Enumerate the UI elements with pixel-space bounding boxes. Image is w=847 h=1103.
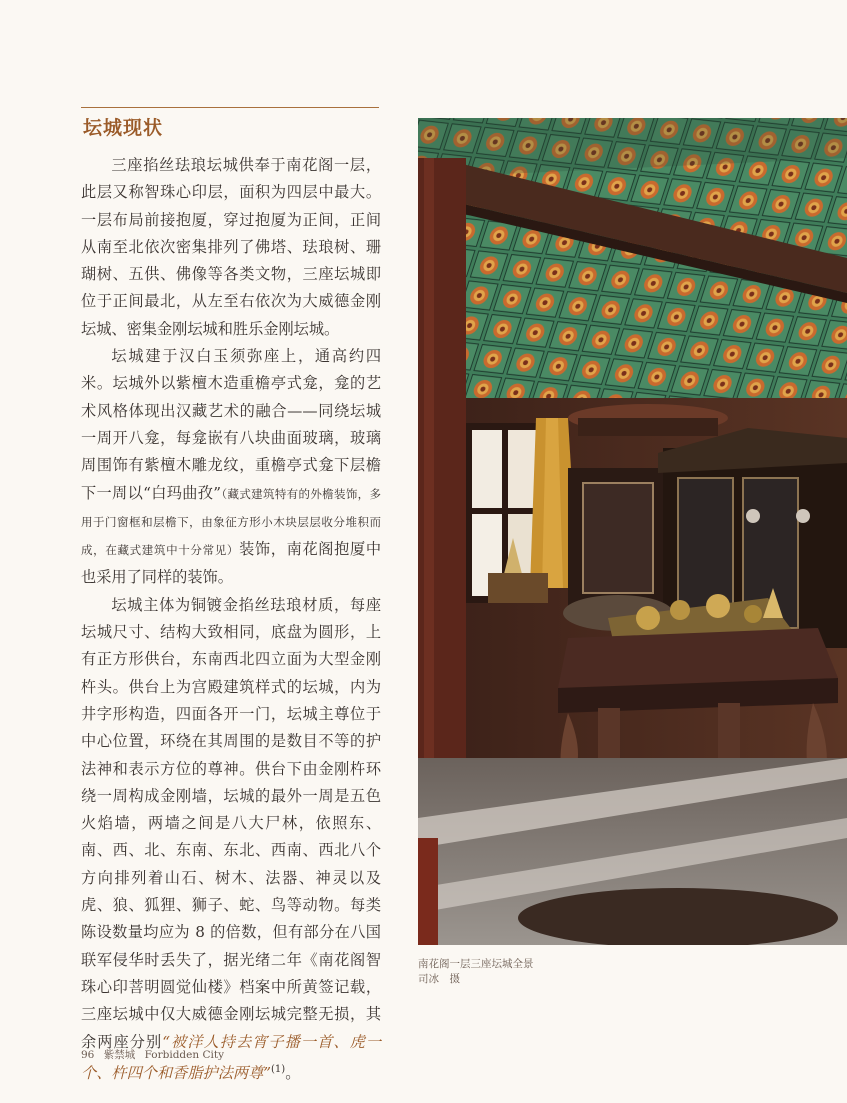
footnote-ref: (1) — [271, 1063, 286, 1075]
section-title: 坛城现状 — [83, 117, 164, 139]
photo-caption-title: 南花阁一层三座坛城全景 — [418, 958, 534, 970]
photo-caption-credit: 司冰 摄 — [418, 973, 460, 985]
section-rule — [81, 107, 379, 108]
paragraph-3-text: 坛城主体为铜镀金掐丝珐琅材质，每座坛城尺寸、结构大致相同，底盘为圆形，上有正方形供台，东南西北四立面为大型金刚杵头。供台上为宫殿建筑样式的坛城，内为井字形构造，四面各开一门，坛城主尊位于中心位置，环绕在其周围的是数目不等的护法神和表示方位的尊神。供台下由金刚杵环绕一周构成金刚墙，坛城的最外一周是五色火焰墙，两墙之间是八大尸林，依照东、南、西、北、东南、东北、西南、西北八个方向排列着山石、树木、法器、神灵以及虎、狼、狐狸、狮子、蛇、鸟等动物。每类陈设数量均应为 8 的倍数，但有部分在八国联军侵华时丢失了，据光绪二年《南花阁智珠心印菩明圆觉仙楼》档案中所黄签记载，三座坛城中仅大威德金刚坛城完整无损，其余两座分别 — [81, 595, 381, 1051]
article-body — [81, 152, 381, 1087]
photo-caption — [418, 957, 718, 987]
mandala-hall-photo — [418, 118, 847, 945]
paragraph-3-end: 。 — [285, 1063, 301, 1082]
paragraph-2-text: 坛城建于汉白玉须弥座上，通高约四米。坛城外以紫檀木造重檐亭式龛，龛的艺术风格体现出汉藏艺术的融合——同绕坛城一周开八龛，每龛嵌有八块曲面玻璃，玻璃周围饰有紫檀木雕龙纹，重檐亭式龛下层檐下一周以“白玛曲孜” — [81, 347, 381, 502]
page-footer — [81, 1047, 230, 1062]
paragraph-3-quote: “被洋人持去宵子播一首、虎一个、杵四个和香脂护法两尊” — [81, 1032, 382, 1082]
page-number: 96 — [81, 1049, 95, 1061]
paragraph-2-note: （藏式建筑特有的外檐装饰，多用于门窗框和层檐下，由象征方形小木块层层收分堆积而成，在藏式建筑中十分常见） — [81, 486, 382, 558]
paragraph-2-tail: 装饰，南花阁抱厦中也采用了同样的装饰。 — [81, 540, 382, 587]
journal-name-en: Forbidden City — [144, 1049, 224, 1061]
paragraph-2 — [81, 343, 381, 592]
journal-name-cn: 紫禁城 — [103, 1049, 136, 1061]
paragraph-3 — [81, 592, 381, 1087]
paragraph-1: 三座掐丝珐琅坛城供奉于南花阁一层，此层又称智珠心印层，面积为四层中最大。一层布局前接抱厦，穿过抱厦为正间，正间从南至北依次密集排列了佛塔、珐琅树、珊瑚树、五供、佛像等各类文物，三座坛城即位于正间最北，从左至右依次为大威德金刚坛城、密集金刚坛城和胜乐金刚坛城。 — [81, 156, 381, 338]
